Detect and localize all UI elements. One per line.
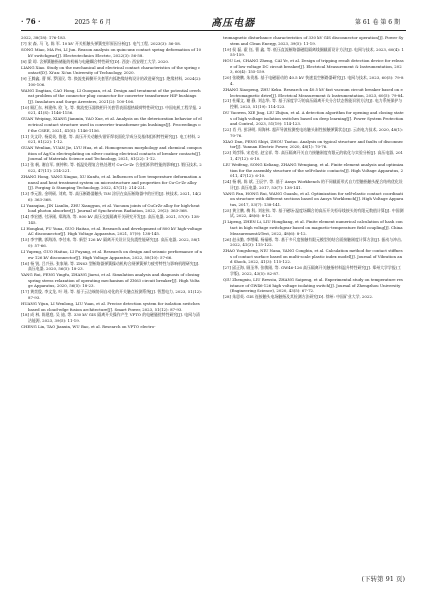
reference-entry: GUAN Weiping, XIANG Jianmin, YAO Xue, et al. Analysis on the deterioration behavior of electrical contact structure used in converter transformer pin bushings[J]. Proceedings of the CSEE, 2021, 41(S): 1146-1156. xyxy=(21,116,202,133)
reference-entry: [21] 杜耀文, 谢 静, 刘志华, 等. 基于深度学习的高压隔离开关分合状态智能识别方法[J]. 电力系统保护与控制, 2023, 51(19): 114-123. xyxy=(223,98,403,110)
reference-entry: HOU Lei, CHANG Zheng, CAI Ye, et al. Design of tripping result detection device for release of low voltage DC circuit breaker[J]. Electrical Measurement & Instrumentation, 2023, 60(4): 155-159. xyxy=(223,58,404,75)
reference-entry: QIU Zhengxiu, LIU Rewsiu, ZHANG Saipeng, et al. Experimental study on temperature resistance of GW46-126 high voltage isolating switch[J]. Journal of Zhengzhou University(Engineering Science), 2020, 43(5): 67-72. xyxy=(223,276,403,294)
reference-column-left xyxy=(21,35,202,330)
reference-entry: CHENG Lin, TAO Jianxin, WU Bao, et al. Research on VFTO electro- xyxy=(21,324,156,330)
reference-entry: [17] 黄奕俊, 李文龙, 叶 瑶, 等. 基于云边端协同自动化的开关触点检测系统[J]. 智慧电力, 2023, 51(12): 87-93. xyxy=(21,289,203,300)
reference-entry: [24] 杨 帆, 陈 斌, 王辰宇, 等. 基于 Ansys Workbench 的不同截面形式自力型触指触头配合结构优化设计[J]. 高压电器, 2017, 53(7): 138-141. xyxy=(223,179,403,190)
reference-entry: LI Yuanqian, JIN Lianliu, ZHU Xiangyan, et al. Vacuum joints of CuCrZr alloy for high-heat load photon absorber[J]. Journal of Synchrotron Radiation, 2022, 29(2): 363-368. xyxy=(21,202,200,214)
reference-entry: LIU Weifeng, SONG Keliang, ZHANG Wenqiang, et al. Finite element analysis and optimization for the assembly structure of the self-elastic contacts[J]. High Voltage Apparatus, 2011, 47(12): 6-10. xyxy=(223,161,404,179)
reference-entry: ZHANG Xiaopeng, ZHU Keku. Research on 40.5 kV fast vacuum circuit breaker based on electromagnetic drive[J]. Electrical Measurement & Instrumentation, 2023, 60(5): 79-84. xyxy=(223,86,404,98)
reference-entry: [26] 赵永勤, 李增耀, 杨福彬, 等. 基于多尺度接触有限元模型的结合面接触刚度计算方法[J]. 振动与冲击, 2022, 41(3): 115-122. xyxy=(223,236,403,248)
reference-entry: 2022, 38(18): 176-183. xyxy=(21,35,67,40)
reference-entry: JI Lipeng, ZHEN Li, LIU Hongliang, et al. Finite element numerical calculation of hash contact in high voltage switchgear based on magnetic-temperature field coupling[J]. China Measurement&Test, 2022, 48(6): 8-12. xyxy=(223,219,403,236)
reference-entry: DU Yaowen, XIE Jing, LIU Zhijun, et al. A detection algorithm for opening and closing states of high voltage isolation switches based on deep learning[J]. Power System Protection and Control, 2023, 51(19): 114-123. xyxy=(223,110,404,127)
reference-entry: tromagnetic disturbance characteristics of 330 kV GIS disconnector operation[J]. Power System and Clean Energy, 2023, 39(5): 11-19. xyxy=(223,35,404,46)
volume-issue: 第 61 卷 第 6 期 xyxy=(355,18,400,26)
continued-note: (下转第 91 页) xyxy=(361,575,405,583)
reference-entry: HUANG Yijun, LI Wenlong, LIU Yuan, et al. Precise detection system for isolation switches based on cloud-edge fusion architecture[J]. Smart Power, 2023, 51(12): 87-93. xyxy=(21,300,200,312)
reference-entry: [8] 梁 琼. 含弹簧触指储能的机械与电磁耦合特性研究[D]. 西安: 西安理工大学, 2020. xyxy=(21,58,170,64)
reference-entry: XIAO Dan, PENG Shiyi, ZHOU Taotao. Analysis on typical structure and faults of disconnector[J]. Yunnan Electric Power, 2020, 48(1): 70-76. xyxy=(223,138,404,150)
reference-entry: [22] 肖 丹, 彭泽明, 周海林. 超声导波检测变电站触头刚性接触弹簧状态[J]. 云南电力技术, 2020, 48(1): 70-76. xyxy=(223,127,403,138)
reference-entry: YANG Rui, FENG Yingfu, ZHANG Jiarui, et al. Simulation analysis and diagnosis of closing spring stress relaxation of operating mechanism of ZN63 circuit breaker[J]. High Voltage Apparatus, 2020, 56(5): 18-23. xyxy=(21,272,200,289)
reference-entry: SONG Miao, MA Fei, LI Jun. Reason analysis on quincunx contact spring deformation of 10 kV switchgear[J]. Electrotechnics Electric, 2022(3): 56-58. xyxy=(21,46,202,58)
reference-entry: [11] 关文玲, 杨爱英, 鲁建, 等. 高压开关动触头银钎焊表面化学成分及基体组织特性研究[J]. 电工材料, 2021, 81(22): 1-12. xyxy=(21,133,200,145)
reference-entry: [14] 李宏德, 付泽刚, 郑海涛, 等. 800 kV 高压交流隔离开关研究开发[J]. 高压电器, 2021, 57(9): 138-145. xyxy=(21,214,201,225)
header-left xyxy=(21,17,111,26)
reference-entry: ZHANG Hong, YANG Xingao, XU Kunfu, et al. Influences of low temperature deformation anneal and heat treatment system on microstructure and properties for Cu-Cr-Zr alloy[J]. Forging & Stamping Technology, 2022, 47(11): 214-221. xyxy=(21,173,201,191)
reference-entry: LI Hongkui, FU Yuna, GUO Haitao, et al. Research and development of 800 kV high-voltage AC disconnector[J]. High Voltage Apparatus, 2021, 57(9): 138-145. xyxy=(21,225,202,237)
header-right xyxy=(355,17,406,26)
issue-date: 2025 年 6 月 xyxy=(74,18,112,26)
reference-entry: [15] 李宇鹏, 郭海涛, 李付来, 等. 新型 126 kV 隔离开关设计及抗震性能研究[J]. 高压电器, 2022, 58(10): 57-66. xyxy=(21,237,201,249)
reference-entry: [13] 李元淮, 金明硕, 刘欢, 等. 高压断路器触头 TiN 涂层在高压断路器中的应用[J]. 核技术, 2021, 14(26): 363-368. xyxy=(21,191,202,202)
reference-entry: [12] 张 帆, 谢自军, 康仲和, 等. 低温处理复合热处理对 Cu-Cr-Zr 合金组织和性能的影响[J]. 锻压技术, 2022, 47(11): 214-221. xyxy=(21,162,202,173)
reference-entry: [20] 张晓鹏, 朱贵基. 基于电磁驱动的 40.5 kV 快速直空断路器研究[J]. 电网与技术, 2023, 60(5): 79-84. xyxy=(223,75,404,86)
reference-entry: LI Yupeng, GUO Haitao, LI Fuyang, et al. Research on design and seismic performance of new 126 kV disconnector[J]. High Voltage Apparatus, 2022, 58(10): 57-66. xyxy=(21,249,202,260)
reference-entry: WANG Dagtian, CAO Hong, LI Guoquan, et al. Design and treatment of the potential overheat problem of the connector plug connector for converter transformer HIP bushings[J]. Insulators and Surge Arresters, 2021(2): 100-106. xyxy=(21,87,201,104)
reference-entry: [27] 邱正海, 顾圣华, 张敏刚, 等. GW46-126 高压隔离开关触指材料温升特性研究[J]. 郑州大学学报(工学版), 2022, 43(5): 82-87. xyxy=(223,265,402,276)
reference-entry: [19] 侯 磊, 霍 钰, 曹 鑫, 等. 低压直流断路器磁阻隔离线圈截面设计方法[J]. 电网与技术, 2023, 60(4): 155-159. xyxy=(223,46,404,58)
reference-entry: [25] 黄立鹏, 梅 科, 刘宏伟, 等. 基于磁场-温度场耦合的高压开关柜母线接头的有限元数值计算[J]. 中国测试, 2022, 48(6): 8-12. xyxy=(223,207,404,219)
reference-entry: [16] 杨 锐, 吕兴孙, 张家瑞, 等. ZN63 型断路器弹簧操动机构合闸弹簧弹力疲劳特性与影响机理研究[J]. 高压电器, 2020, 56(5): 18-23. xyxy=(21,260,200,272)
reference-entry: [7] 宋 森, 马 飞, 陈 军. 10 kV 开关柜触头弹簧变形原因分析[J]. 电气工程, 2023(3): 56-58. xyxy=(21,40,181,46)
reference-entry: [9] 王腾鑫, 曹 辉, 罗国民, 等. 换流变阀侧开关套管内弧绝缘结构设计的改进研究[J]. 绝缘材料, 2024(2): 100-106. xyxy=(21,76,202,87)
journal-name: 高压电器 xyxy=(211,17,256,29)
reference-entry: GUAN Wenlian, YUAN Jie, LYU Hua, et al. Homogeneous morphology and chemical composition of Ag/Cu electroplating on silver coating electrical contacts of breaker contacts[J]. Journal of Materials Science and Technology, 2021, 81(22): 1-12. xyxy=(21,145,202,162)
page-header xyxy=(21,12,406,31)
reference-entry: YANG Fan, HONG Rui, WANG Guanlu, et al. Optimization for self-elastic contact coordination structure with different sections based on Ansys Workbench[J]. High Voltage Apparatus, 2017, 53(7): 138-141. xyxy=(223,190,404,207)
reference-entry: [10] 顾汇东, 林建伟, 欧 飞, 等. 换流变压器换相开关套管表面超热载荷特性研究[J]. 中国电机工程学报, 2021, 41(S): 1146-1156. xyxy=(21,104,202,116)
reference-column-right xyxy=(223,35,404,300)
reference-entry: ZHAO Yongsheng, NIU Nana, YANG Congbin, et al. Calculation method for contact stiffness of contact surface based on multi-scale plastic index model[J]. Journal of Vibration and Shock, 2022, 41(3): 115-122. xyxy=(223,248,403,265)
reference-entry: LIANG Xiao. Study on the mechanical and electrical contact characteristics of the spring contact[D]. Xi'an: Xi'an University of Technology, 2020. xyxy=(21,64,201,76)
reference-entry: [28] 朱思英. GIS 连接触头电场触指及其检测方法研究[D]. 徐州: 中国矿业大学, 2022. xyxy=(223,294,374,300)
reference-entry: [23] 刘彦锋, 宋克亮, 赵宝祥, 等. 高压隔离开关自力接触刚度有限元的软化与实验分析[J]. 高压电器, 2011, 47(12): 6-10. xyxy=(223,150,404,161)
reference-entry: [18] 成 林, 陈建庭, 吴 迪, 等. 330 kV GIS 隔离开关操作产生 VFTO 的电磁骚扰特性研究[J]. 电网与清洁能源, 2023, 39(5): 11-19. xyxy=(21,312,200,324)
page-number: · 76 · xyxy=(21,16,41,26)
